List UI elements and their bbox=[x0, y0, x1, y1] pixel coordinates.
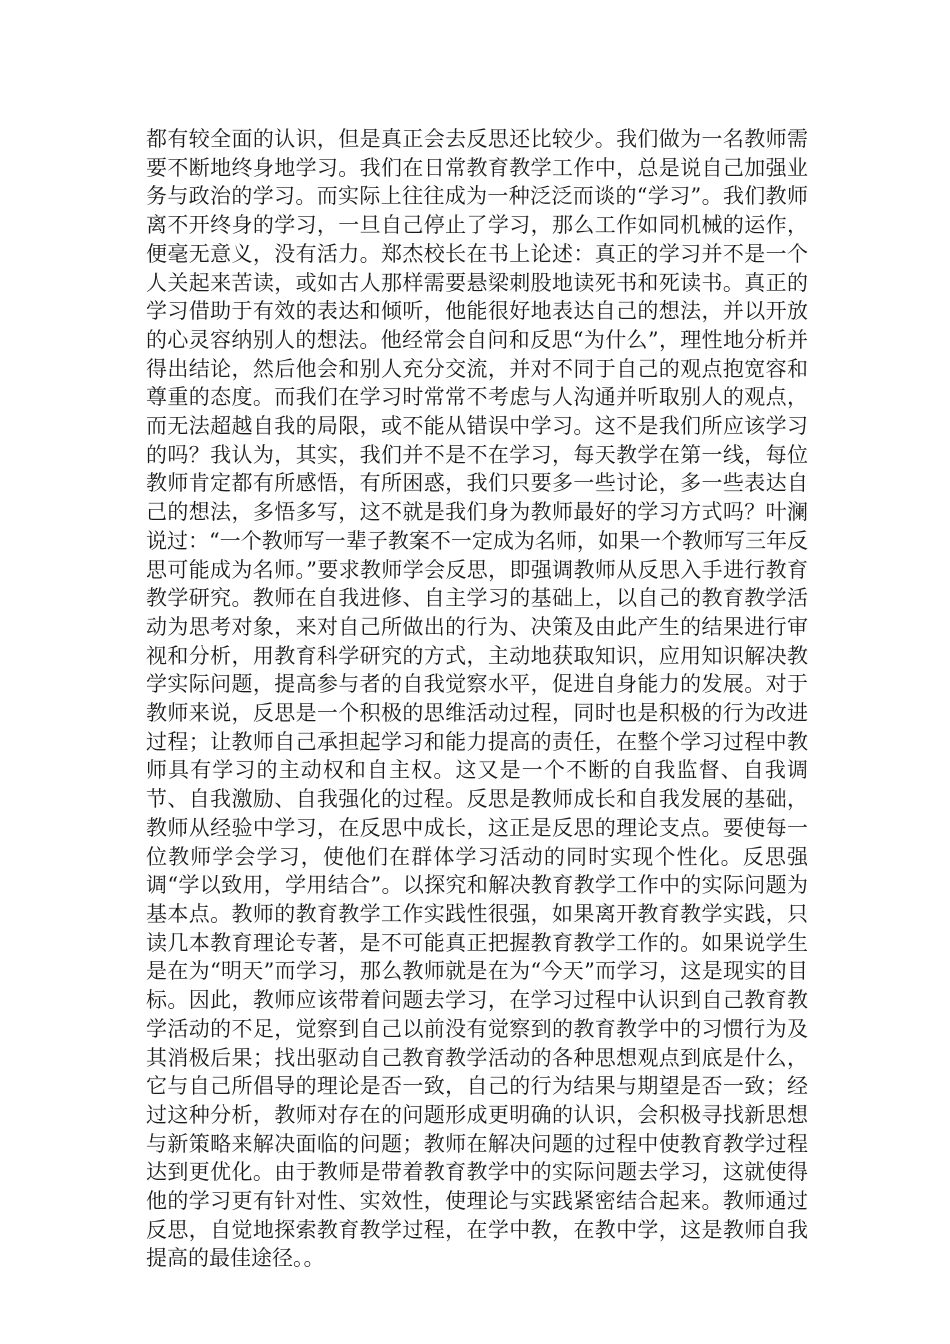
body-paragraph: 都有较全面的认识，但是真正会去反思还比较少。我们做为一名教师需要不断地终身地学习。我们在日常教育教学工作中，总是说自己加强业务与政治的学习。而实际上往往成为一种泛泛而谈的“学习”。我们教师离不开终身的学习，一旦自己停止了学习，那么工作如同机械的运作，便毫无意义，没有活力。郑杰校长在书上论述：真正的学习并不是一个人关起来苦读，或如古人那样需要悬梁刺股地读死书和死读书。真正的学习借助于有效的表达和倾听，他能很好地表达自己的想法，并以开放的心灵容纳别人的想法。他经常会自问和反思“为什么”，理性地分析并得出结论，然后他会和别人充分交流，并对不同于自己的观点抱宽容和尊重的态度。而我们在学习时常常不考虑与人沟通并听取别人的观点，而无法超越自我的局限，或不能从错误中学习。这不是我们所应该学习的吗？我认为，其实，我们并不是不在学习，每天教学在第一线，每位教师肯定都有所感悟，有所困惑，我们只要多一些讨论，多一些表达自己的想法，多悟多写，这不就是我们身为教师最好的学习方式吗？叶澜说过：“一个教师写一辈子教案不一定成为名师，如果一个教师写三年反思可能成为名师。”要求教师学会反思，即强调教师从反思入手进行教育教学研究。教师在自我进修、自主学习的基础上，以自己的教育教学活动为思考对象，来对自己所做出的行为、决策及由此产生的结果进行审视和分析，用教育科学研究的方式，主动地获取知识，应用知识解决教学实际问题，提高参与者的自我觉察水平，促进自身能力的发展。对于教师来说，反思是一个积极的思维活动过程，同时也是积极的行为改进过程；让教师自己承担起学习和能力提高的责任，在整个学习过程中教师具有学习的主动权和自主权。这又是一个不断的自我监督、自我调节、自我激励、自我强化的过程。反思是教师成长和自我发展的基础，教师从经验中学习，在反思中成长，这正是反思的理论支点。要使每一位教师学会学习，使他们在群体学习活动的同时实现个性化。反思强调“学以致用，学用结合”。以探究和解决教育教学工作中的实际问题为基本点。教师的教育教学工作实践性很强，如果离开教育教学实践，只读几本教育理论专著，是不可能真正把握教育教学工作的。如果说学生是在为“明天”而学习，那么教师就是在为“今天”而学习，这是现实的目标。因此，教师应该带着问题去学习，在学习过程中认识到自己教育教学活动的不足，觉察到自己以前没有觉察到的教育教学中的习惯行为及其消极后果；找出驱动自己教育教学活动的各种思想观点到底是什么，它与自己所倡导的理论是否一致，自己的行为结果与期望是否一致；经过这种分析，教师对存在的问题形成更明确的认识，会积极寻找新思想与新策略来解决面临的问题；教师在解决问题的过程中使教育教学过程达到更优化。由于教师是带着教育教学中的实际问题去学习，这就使得他的学习更有针对性、实效性，使理论与实践紧密结合起来。教师通过反思，自觉地探索教育教学过程，在学中教，在教中学，这是教师自我提高的最佳途径。。 bbox=[146, 127, 808, 1271]
